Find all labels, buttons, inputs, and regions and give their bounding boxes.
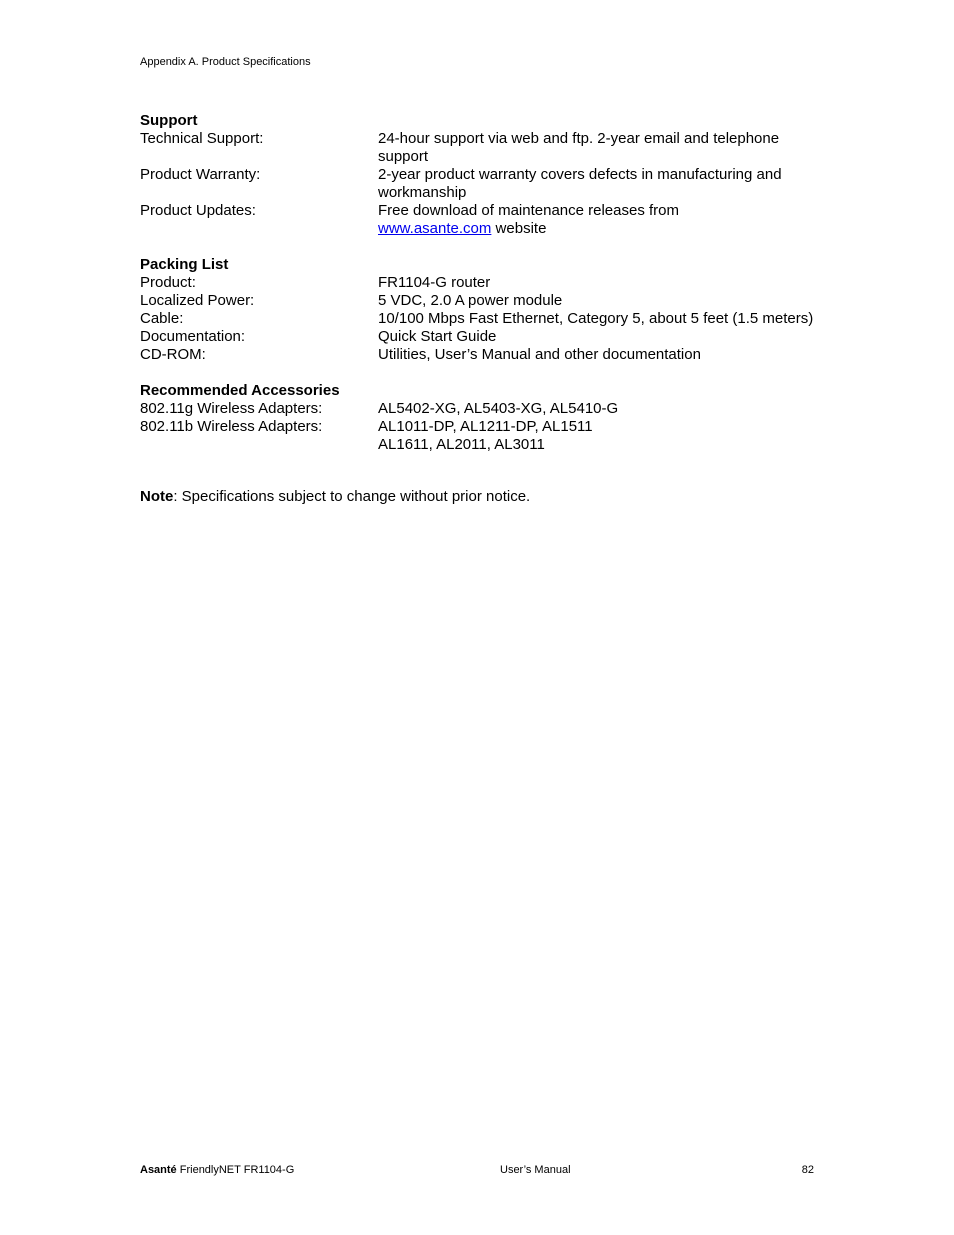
- support-title: Support: [140, 112, 198, 129]
- note-label: Note: [140, 488, 174, 505]
- spec-value-line: AL1611, AL2011, AL3011: [378, 436, 545, 453]
- spec-label: 802.11g Wireless Adapters:: [140, 400, 323, 417]
- spec-row-80211g-adapters: [140, 400, 820, 418]
- spec-value: 10/100 Mbps Fast Ethernet, Category 5, about 5 feet (1.5 meters): [378, 310, 814, 327]
- spec-row-80211b-adapters: [140, 418, 820, 454]
- spec-content: [140, 112, 820, 506]
- spec-value: Quick Start Guide: [378, 328, 497, 345]
- footer-product: [140, 1164, 294, 1176]
- page-number: 82: [801, 1164, 814, 1176]
- asante-website-link[interactable]: www.asante.com: [378, 220, 492, 237]
- spec-label: Documentation:: [140, 328, 246, 345]
- spec-value-line: AL1011-DP, AL1211-DP, AL1511: [378, 418, 593, 435]
- spec-label: 802.11b Wireless Adapters:: [140, 418, 323, 435]
- updates-text: Free download of maintenance releases from: [378, 202, 679, 219]
- spec-label: Product:: [140, 274, 196, 291]
- accessories-section: [140, 382, 820, 454]
- spec-row-localized-power: [140, 292, 820, 310]
- support-section: [140, 112, 820, 238]
- spec-row-cd-rom: [140, 346, 820, 364]
- spec-row-product-updates: [140, 202, 820, 238]
- spec-value: [378, 202, 820, 238]
- spec-label: Cable:: [140, 310, 184, 327]
- spec-row-technical-support: [140, 130, 820, 166]
- note-text: : Specifications subject to change without prior notice.: [173, 488, 531, 505]
- spec-label: Product Warranty:: [140, 166, 261, 183]
- footer-brand: Asanté: [140, 1164, 177, 1176]
- footer-manual-title: User’s Manual: [500, 1164, 571, 1176]
- footer-product-name: FriendlyNET FR1104-G: [176, 1164, 295, 1176]
- spec-label: Technical Support:: [140, 130, 264, 147]
- spec-label: Product Updates:: [140, 202, 256, 219]
- note-paragraph: [140, 488, 820, 506]
- spec-row-product: [140, 274, 820, 292]
- accessories-title: Recommended Accessories: [140, 382, 340, 399]
- packing-list-section: [140, 256, 820, 364]
- updates-text-suffix: website: [491, 220, 547, 237]
- spec-value: [378, 418, 820, 454]
- packing-list-title: Packing List: [140, 256, 229, 273]
- spec-value: AL5402-XG, AL5403-XG, AL5410-G: [378, 400, 619, 417]
- spec-value: Utilities, User’s Manual and other documentation: [378, 346, 701, 363]
- spec-label: CD-ROM:: [140, 346, 206, 363]
- spec-value: FR1104-G router: [378, 274, 491, 291]
- page-header: Appendix A. Product Specifications: [140, 56, 311, 68]
- spec-value: 24-hour support via web and ftp. 2-year email and telephone support: [378, 130, 780, 165]
- page-footer: [140, 1164, 814, 1178]
- spec-value: 5 VDC, 2.0 A power module: [378, 292, 563, 309]
- spec-value: 2-year product warranty covers defects in manufacturing and workmanship: [378, 166, 782, 201]
- spec-label: Localized Power:: [140, 292, 255, 309]
- spec-row-product-warranty: [140, 166, 820, 202]
- spec-row-cable: [140, 310, 820, 328]
- spec-row-documentation: [140, 328, 820, 346]
